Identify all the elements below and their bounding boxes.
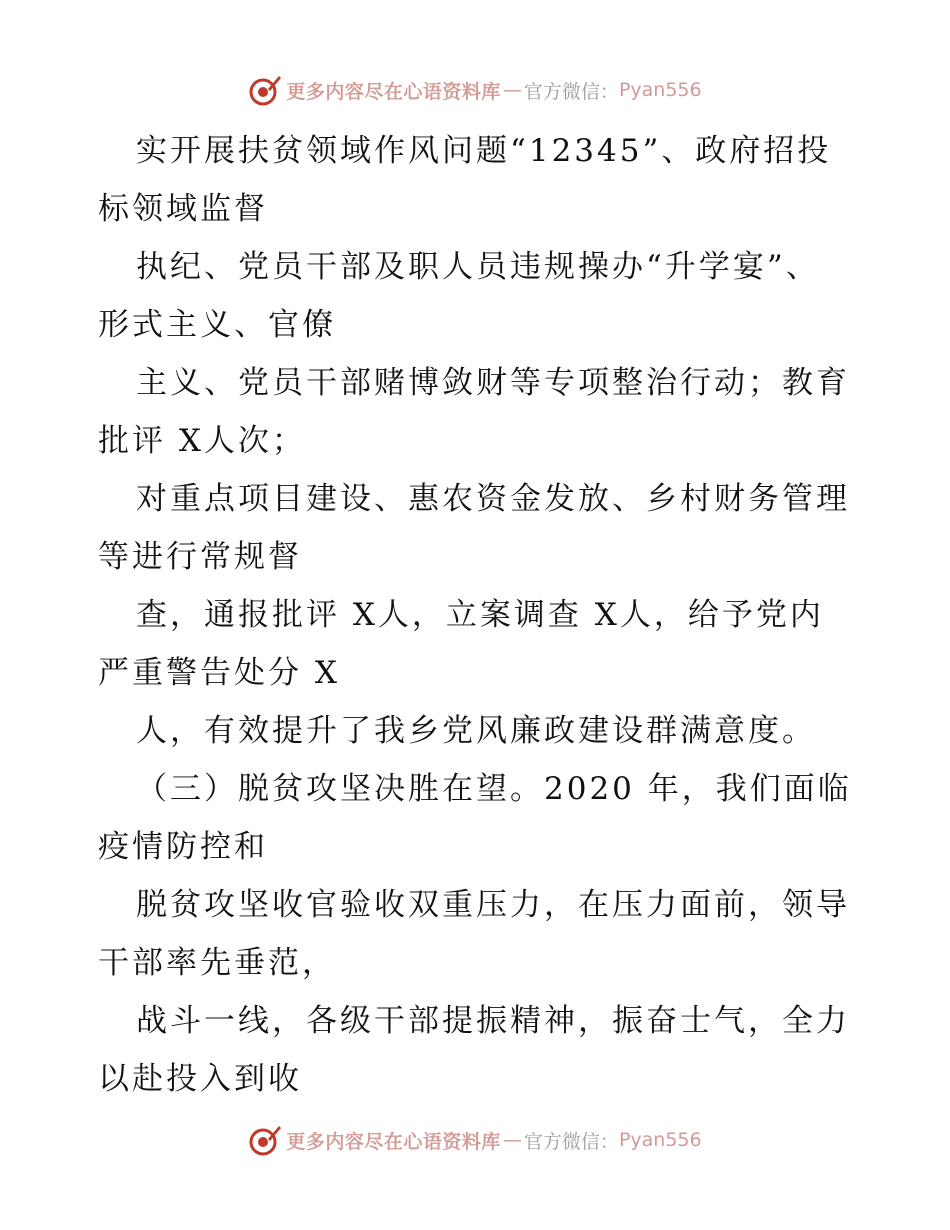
banner-site-text: 更多内容尽在心语资料库 <box>286 1130 501 1153</box>
body-line: 严重警告处分 X <box>98 655 340 691</box>
body-line: 等进行常规督 <box>98 539 302 575</box>
pen-logo-icon <box>248 1123 282 1157</box>
banner-wechat-handle: Pyan556 <box>618 79 702 101</box>
section-heading-line: （三）脱贫攻坚决胜在望。2020 年，我们面临 <box>136 771 852 807</box>
banner-dash: — <box>502 79 522 101</box>
body-line: 干部率先垂范， <box>98 945 336 981</box>
document-body <box>98 122 868 1108</box>
banner-wechat-label: 官方微信： <box>523 1130 619 1153</box>
body-line: 主义、党员干部赌博敛财等专项整治行动；教育 <box>136 365 850 401</box>
header-banner <box>0 72 950 108</box>
body-line: 查，通报批评 X人，立案调查 X人，给予党内 <box>136 597 824 633</box>
body-line: 对重点项目建设、惠农资金发放、乡村财务管理 <box>136 481 850 517</box>
body-line: 战斗一线，各级干部提振精神，振奋士气，全力 <box>136 1003 850 1039</box>
banner-wechat-label: 官方微信： <box>523 80 619 103</box>
body-line: 以赴投入到收 <box>98 1061 302 1097</box>
banner-wechat-handle: Pyan556 <box>618 1129 702 1151</box>
footer-banner <box>0 1122 950 1158</box>
body-line: 标领域监督 <box>98 191 268 227</box>
banner-site-text: 更多内容尽在心语资料库 <box>286 80 501 103</box>
body-line: 疫情防控和 <box>98 829 268 865</box>
body-line: 脱贫攻坚收官验收双重压力，在压力面前，领导 <box>136 887 850 923</box>
body-line: 批评 X人次； <box>98 423 306 459</box>
body-line: 人，有效提升了我乡党风廉政建设群满意度。 <box>136 713 816 749</box>
body-line: 实开展扶贫领域作风问题“12345”、政府招投 <box>136 133 832 169</box>
banner-dash: — <box>502 1129 522 1151</box>
body-line: 形式主义、官僚 <box>98 307 336 343</box>
body-line: 执纪、党员干部及职人员违规操办“升学宴”、 <box>136 249 820 285</box>
pen-logo-icon <box>248 73 282 107</box>
